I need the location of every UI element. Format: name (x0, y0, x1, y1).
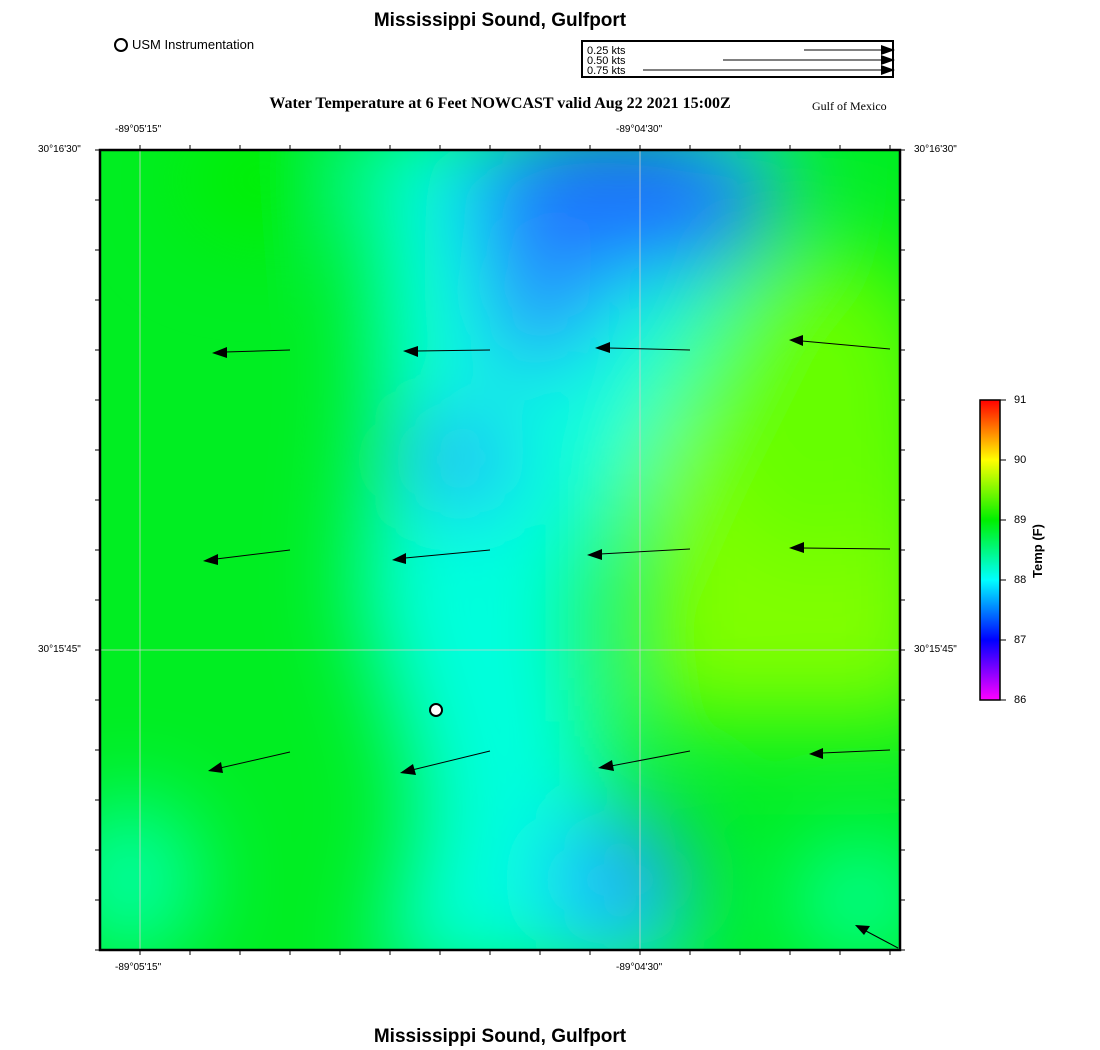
vector-scale-label-2: 0.50 kts (587, 55, 626, 67)
lon-label-top-2: -89°04'30" (616, 124, 663, 135)
map-subtitle: Water Temperature at 6 Feet NOWCAST valid Aug 22 2021 15:00Z (269, 95, 731, 112)
lat-label-right-1: 30°16'30" (914, 144, 957, 155)
region-label: Gulf of Mexico (812, 99, 887, 113)
colorbar-tick-88: 88 (1014, 574, 1027, 586)
colorbar-tick-91: 91 (1014, 394, 1027, 406)
lat-label-left-1: 30°16'30" (38, 144, 81, 155)
lon-label-top-1: -89°05'15" (115, 124, 162, 135)
vector-scale-label-1: 0.25 kts (587, 45, 626, 57)
vector-scale-label-3: 0.75 kts (587, 65, 626, 77)
lon-label-bottom-2: -89°04'30" (616, 962, 663, 973)
colorbar-title: Temp (F) (1030, 524, 1045, 578)
colorbar-tick-90: 90 (1014, 454, 1027, 466)
lat-label-left-2: 30°15'45" (38, 644, 81, 655)
map-title-bottom: Mississippi Sound, Gulfport (373, 1026, 627, 1047)
colorbar-tick-89: 89 (1014, 514, 1027, 526)
colorbar-tick-86: 86 (1014, 694, 1027, 706)
temperature-field (60, 120, 940, 980)
station-legend-label: USM Instrumentation (132, 37, 255, 52)
lat-label-right-2: 30°15'45" (914, 644, 957, 655)
colorbar-ticks (1000, 400, 1006, 700)
usm-station-marker[interactable] (430, 704, 442, 716)
lon-label-bottom-1: -89°05'15" (115, 962, 162, 973)
map-title-top: Mississippi Sound, Gulfport (373, 10, 627, 31)
colorbar-tick-87: 87 (1014, 634, 1027, 646)
colorbar (980, 400, 1000, 700)
